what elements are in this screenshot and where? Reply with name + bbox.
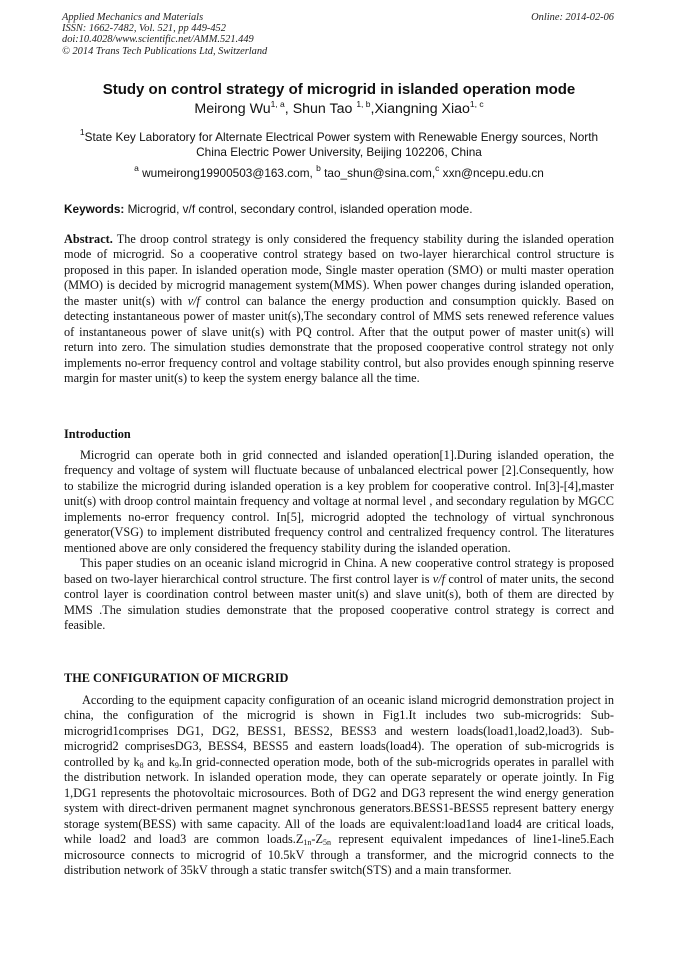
affiliation-sup: 1 <box>79 127 85 137</box>
email-sup: b <box>316 163 321 173</box>
abstract-text: The droop control strategy is only considered the frequency stability during the islanded operation mode of microgrid. So a cooperative control strategy based on two-layer hierarchical control structure is proposed in this paper. In islanded operation mode, Single master operation (SMO) or multi master operation (MMO) is decided by microgrid management system(MMS). When power changes during islanded operation, the master unit(s) with <box>64 232 614 308</box>
email-c: xxn@ncepu.edu.cn <box>439 166 544 180</box>
email-b: tao_shun@sina.com, <box>320 166 436 180</box>
copyright-line: © 2014 Trans Tech Publications Ltd, Switzerland <box>62 45 268 57</box>
journal-header <box>62 12 267 57</box>
section-heading-configuration: THE CONFIGURATION OF MICRGRID <box>64 671 289 685</box>
paragraph-vf: v/f <box>432 571 446 586</box>
abstract-vf: v/f <box>187 293 200 308</box>
keywords-label: Keywords: <box>64 202 125 216</box>
paragraph-text: -Z <box>311 832 323 847</box>
introduction-body <box>64 448 614 633</box>
author-sep: , <box>370 101 375 117</box>
author-sup: 1, b <box>356 99 371 109</box>
issn-line: ISSN: 1662-7482, Vol. 521, pp 449-452 <box>62 23 226 35</box>
paragraph <box>64 556 614 633</box>
author-name: Meirong Wu <box>194 101 271 117</box>
paragraph-text: and k <box>143 754 175 769</box>
author-sup: 1, a <box>270 99 285 109</box>
configuration-body <box>64 693 614 878</box>
author-sup: 1, c <box>469 99 484 109</box>
online-date: Online: 2014-02-06 <box>531 12 614 23</box>
paragraph-text: According to the equipment capacity configuration of an oceanic island microgrid demonstration project in china, the configuration of the microgrid is shown in Fig1.It includes two sub-microgrids: Sub-microgrid1comprises DG1, DG2, BESS1, BESS2, BESS3 and western loads(load1,load2,load3). Sub-microgrid2 comprisesDG3, BESS4, BESS5 and eastern loads(load4). The operation of sub-microgrids is controlled by k <box>64 693 614 769</box>
email-sup: a <box>134 163 139 173</box>
affiliation-line-2: China Electric Power University, Beijing 102206, China <box>196 145 482 159</box>
author-emails <box>0 163 678 180</box>
subscript: 9 <box>174 760 179 770</box>
keywords <box>64 202 473 216</box>
affiliation <box>60 127 618 160</box>
author-sep: , <box>284 101 293 117</box>
keywords-text: Microgrid, v/f control, secondary control, islanded operation mode. <box>124 202 473 216</box>
author-list <box>0 101 678 117</box>
subscript: 5n <box>322 838 331 848</box>
paragraph-text: represent equivalent impedances of line1-line5.Each microsource connects to microgrid of 10.5kV through a transformer, and the microgrid connects to the distribution network of 35kV through a static transfer switch(STS) and a main transformer. <box>64 832 615 877</box>
author-name: Xiangning Xiao <box>374 101 470 117</box>
paragraph: Microgrid can operate both in grid connected and islanded operation[1].During islanded operation, the frequency and voltage of system will fluctuate because of unbalanced electrical power [2].Consequently, how to stabilize the microgrid during islanded operation is a key problem for cooperative control. In[3]-[4],master unit(s) with droop control maintain frequency and voltage at normal level , and secondary regulation by MGCC implements no-error frequency control. In[5], microgrid adopted the technology of virtual synchronous generator(VSG) to implement distributed frequency control and centralized frequency control. The literatures mentioned above are only considered the frequency stability during the islanded operation. <box>64 448 614 555</box>
paragraph-text: .In grid-connected operation mode, both of the sub-microgrids operates in parallel with the distribution network. In islanded operation mode, they can operate separately or operate jointly. In Fig 1,DG1 represents the photovoltaic microsources. Both of DG2 and DG3 represent the wind energy generation system with direct-driven permanent magnet synchronous generators.BESS1-BESS5 represent battery energy storage system(BESS) with same capacity. All of the loads are equivalent:load1and load4 are critical loads, while load2 and load3 are common loads.Z <box>64 754 614 847</box>
paragraph <box>64 693 614 878</box>
section-heading-introduction: Introduction <box>64 427 131 441</box>
affiliation-line-1: State Key Laboratory for Alternate Electrical Power system with Renewable Energy sources, North <box>84 130 599 144</box>
abstract-label: Abstract. <box>64 232 113 246</box>
email-a: wumeirong19900503@163.com, <box>138 166 317 180</box>
paragraph-text: control of mater units, the second control layer is coordination control between master unit(s) and slave unit(s), both of them are directed by MMS .The simulation studies demonstrate that the proposed cooperative control strategy is correct and feasible. <box>64 571 614 632</box>
journal-name: Applied Mechanics and Materials <box>62 12 204 23</box>
author-name: Shun Tao <box>292 101 357 117</box>
paper-title: Study on control strategy of microgrid in islanded operation mode <box>102 81 576 98</box>
abstract-text: control can balance the energy production and consumption quickly. Based on detecting instantaneous power of master unit(s),The secondary control of MMS sets renewed reference values of instantaneous power of slave unit(s) with PQ control. After that the output power of master unit(s) will return into zero. The simulation studies demonstrate that the proposed cooperative control strategy not only implements no-error frequency control and voltage stability control, but also provides enough spinning reserve margin for master unit(s) to keep the system energy balance all the time. <box>64 293 614 386</box>
abstract <box>64 232 614 387</box>
email-sup: c <box>435 163 440 173</box>
paragraph-text: This paper studies on an oceanic island microgrid in China. A new cooperative control strategy is proposed based on two-layer hierarchical control structure. The first control layer is <box>64 556 614 586</box>
subscript: 8 <box>139 760 144 770</box>
doi-line: doi:10.4028/www.scientific.net/AMM.521.449 <box>62 34 254 46</box>
subscript: 1n <box>303 838 312 848</box>
